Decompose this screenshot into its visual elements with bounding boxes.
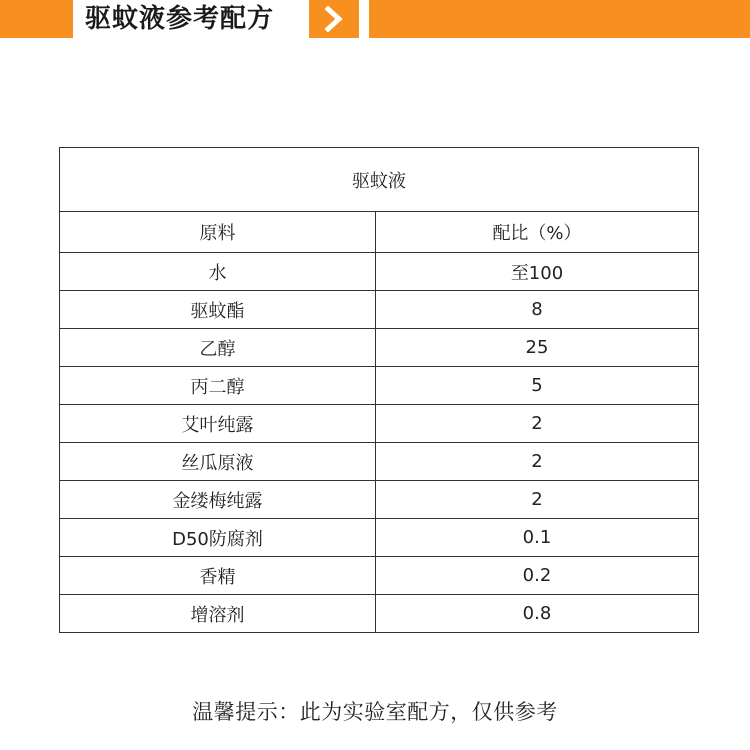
material-cell: 丙二醇 [60,367,376,405]
ratio-cell: 2 [376,481,699,519]
material-cell: 艾叶纯露 [60,405,376,443]
table-title: 驱蚊液 [60,148,699,212]
formula-table [59,147,699,633]
ratio-cell: 0.2 [376,557,699,595]
table-row [60,519,699,557]
material-cell: D50防腐剂 [60,519,376,557]
table-row [60,253,699,291]
ratio-cell: 0.8 [376,595,699,633]
banner-left-bar [0,0,73,38]
table-title-row [60,148,699,212]
material-cell: 丝瓜原液 [60,443,376,481]
table-row [60,329,699,367]
ratio-cell: 25 [376,329,699,367]
ratio-cell: 8 [376,291,699,329]
material-cell: 增溶剂 [60,595,376,633]
material-cell: 金缕梅纯露 [60,481,376,519]
ratio-cell: 0.1 [376,519,699,557]
banner-arrow-box [309,0,359,38]
table-header-row [60,212,699,253]
column-header-ratio: 配比（%） [376,212,699,253]
table-row [60,291,699,329]
ratio-cell: 至100 [376,253,699,291]
footer-note: 温馨提示：此为实验室配方，仅供参考 [192,700,558,724]
table-row [60,443,699,481]
table-row [60,557,699,595]
material-cell: 香精 [60,557,376,595]
table-row [60,405,699,443]
ratio-cell: 5 [376,367,699,405]
header-banner [0,0,750,40]
chevron-right-icon [321,6,347,32]
material-cell: 乙醇 [60,329,376,367]
ratio-cell: 2 [376,443,699,481]
table-row [60,367,699,405]
table-row [60,481,699,519]
material-cell: 驱蚊酯 [60,291,376,329]
ratio-cell: 2 [376,405,699,443]
column-header-material: 原料 [60,212,376,253]
table-row [60,595,699,633]
material-cell: 水 [60,253,376,291]
banner-title: 驱蚊液参考配方 [85,4,275,34]
banner-right-bar [369,0,750,38]
